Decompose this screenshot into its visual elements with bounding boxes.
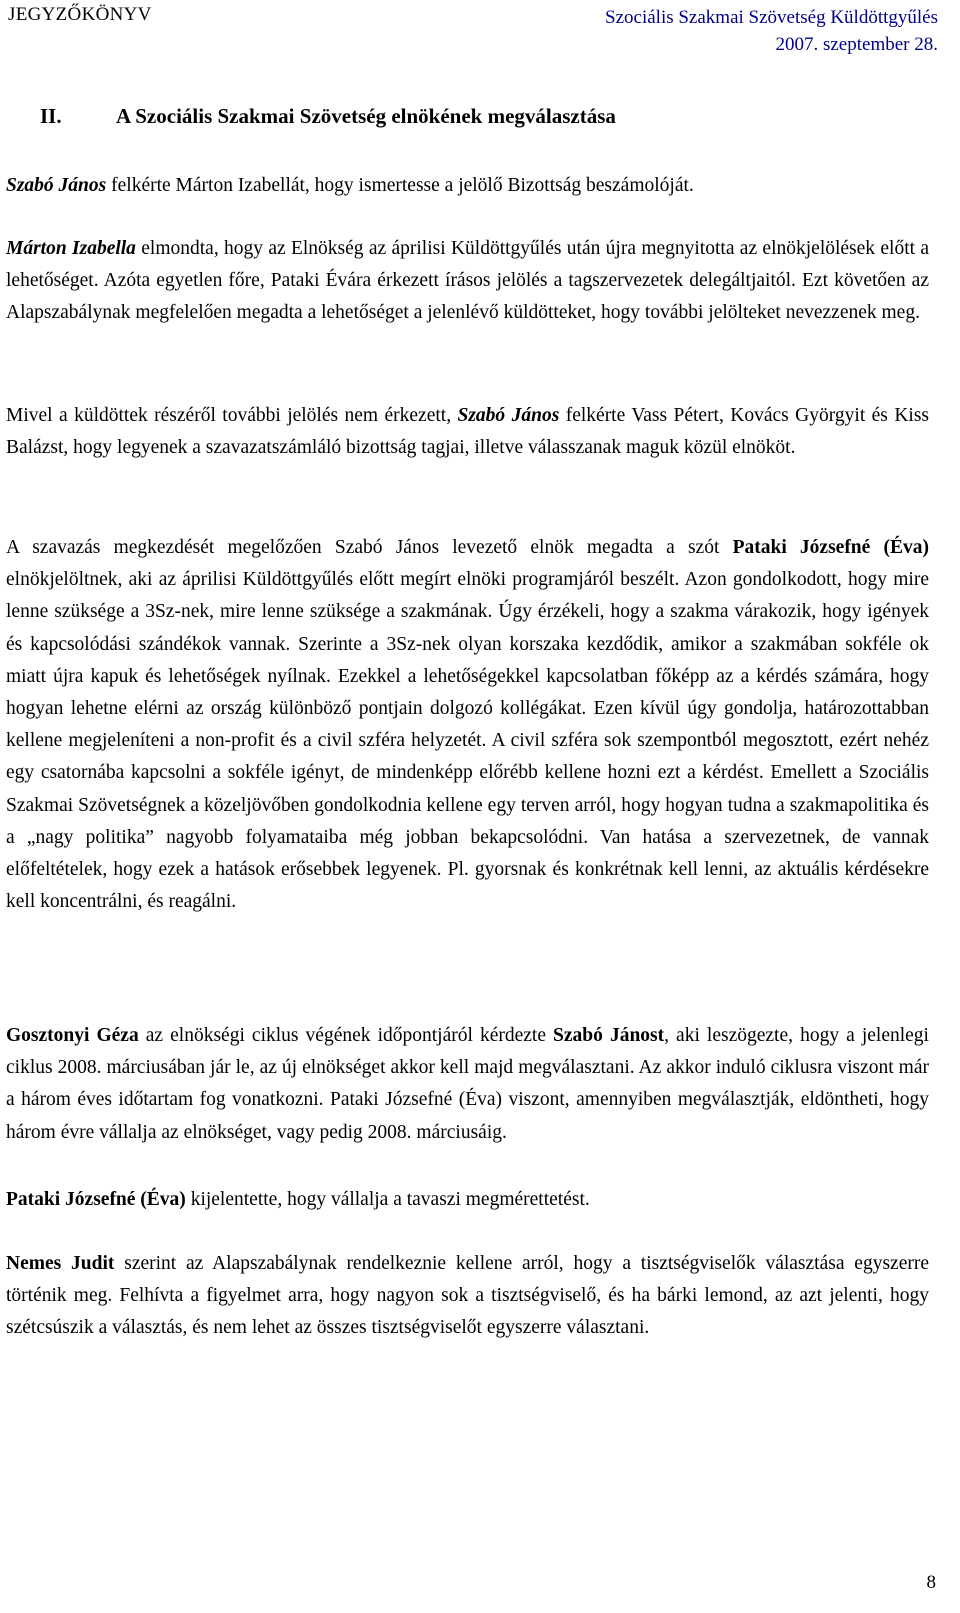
- paragraph-5: [6, 1020, 929, 1149]
- section-title: A Szociális Szakmai Szövetség elnökének megválasztása: [116, 104, 616, 128]
- paragraph-text: Mivel a küldöttek részéről további jelölés nem érkezett,: [6, 405, 458, 426]
- paragraph-4: [6, 532, 929, 918]
- speaker-name: Szabó János: [457, 405, 560, 426]
- paragraph-text: szerint az Alapszabálynak rendelkeznie kellene arról, hogy a tisztségviselők választása egyszerre történik meg. Felhívta a figyelmet arra, hogy nagyon sok a tisztségviselő, és ha bárki lemond, az azt jelenti, hogy szétcsúszik a választás, és nem lehet az összes tisztségviselőt egyszerre választani.: [6, 1253, 930, 1339]
- header-meeting-info: [605, 4, 938, 58]
- paragraph-text: elnökjelöltnek, aki az áprilisi Küldöttgyűlés előtt megírt elnöki programjáról beszélt. Azon gondolkodott, hogy mire lenne szüksége a 3Sz-nek, mire lenne szüksége a szakmának. Úgy érzékeli, hogy a szakma várakozik, hogy igények és kapcsolódási szándékok vannak. Szerinte a 3Sz-nek olyan korszaka kezdődik, amikor a szakmában sokféle ok miatt újra kapuk és lehetőségek nyílnak. Ezekkel a lehetőségekkel kapcsolatban főképp az a kérdés számára, hogy hogyan lehetne elérni az ország különböző pontjain dolgozó kollégákat. Ezen kívül úgy gondolja, határozottabban kellene megjeleníteni a non-profit és a civil szféra helyzetét. A civil szféra sok szempontból megosztott, ezért nehéz egy csatornába kapcsolni a sokféle igényt, de mindenképp előrébb kellene hozni ezt a kérdést. Emellett a Szociális Szakmai Szövetségnek a közeljövőben gondolkodnia kellene egy terven arról, hogy hogyan tudna a szakmapolitika és a „nagy politika” nagyobb folyamataiba még jobban bekapcsolódni. Van hatása a szervezetnek, de vannak előfeltételek, hogy ezek a hatások erősebbek legyenek. Pl. gyorsnak és konkrétnak kell lenni, az aktuális kérdésekre kell koncentrálni, és reagálni.: [6, 569, 929, 913]
- speaker-name: Pataki Józsefné (Éva): [6, 1189, 186, 1210]
- paragraph-text: A szavazás megkezdését megelőzően Szabó János levezető elnök megadta a szót: [6, 537, 733, 558]
- paragraph-text: felkérte Vass Pétert, Kovács Györgyit és Kiss Balázst, hogy legyenek a szavazatszámláló bizottság tagjai, illetve válasszanak maguk közül elnököt.: [6, 405, 929, 459]
- paragraph-3: [6, 400, 929, 464]
- paragraph-2: [6, 233, 929, 330]
- page-number: 8: [926, 1572, 936, 1593]
- header-meeting-title: Szociális Szakmai Szövetség Küldöttgyűlés: [605, 7, 938, 28]
- paragraph-text: felkérte Márton Izabellát, hogy ismertesse a jelölő Bizottság beszámolóját.: [106, 175, 694, 196]
- paragraph-7: [6, 1248, 929, 1345]
- paragraph-text: az elnökségi ciklus végének időpontjáról kérdezte: [138, 1025, 554, 1046]
- speaker-name: Nemes Judit: [6, 1253, 115, 1274]
- speaker-name: Márton Izabella: [6, 238, 136, 259]
- speaker-name: Szabó Jánost: [553, 1025, 665, 1046]
- paragraph-6: [6, 1184, 929, 1216]
- paragraph-1: [6, 170, 929, 202]
- document-type-label: JEGYZŐKÖNYV: [8, 4, 152, 25]
- section-number: II.: [40, 104, 62, 128]
- candidate-name: Pataki Józsefné (Éva): [732, 537, 929, 558]
- header-meeting-date: 2007. szeptember 28.: [775, 34, 938, 55]
- speaker-name: Szabó János: [6, 175, 107, 196]
- paragraph-text: kijelentette, hogy vállalja a tavaszi megmérettetést.: [185, 1189, 590, 1210]
- paragraph-text: elmondta, hogy az Elnökség az áprilisi Küldöttgyűlés után újra megnyitotta az elnökjelölések előtt a lehetőséget. Azóta egyetlen főre, Pataki Évára érkezett írásos jelölés a tagszervezetek delegáltjaitól. Ezt követően az Alapszabálynak megfelelően megadta a lehetőséget a jelenlévő küldötteket, hogy további jelölteket nevezzenek meg.: [6, 238, 930, 324]
- page-header: [0, 0, 960, 70]
- speaker-name: Gosztonyi Géza: [6, 1025, 139, 1046]
- paragraph-text: , aki leszögezte, hogy a jelenlegi ciklus 2008. márciusában jár le, az új elnökséget akkor kell majd megválasztani. Az akkor induló ciklusra viszont már a három éves időtartam fog vonatkozni. Pataki Józsefné (Éva) viszont, amennyiben megválasztják, eldöntheti, hogy három évre vállalja az elnökséget, vagy pedig 2008. márciusáig.: [6, 1025, 929, 1143]
- section-heading: [40, 104, 616, 129]
